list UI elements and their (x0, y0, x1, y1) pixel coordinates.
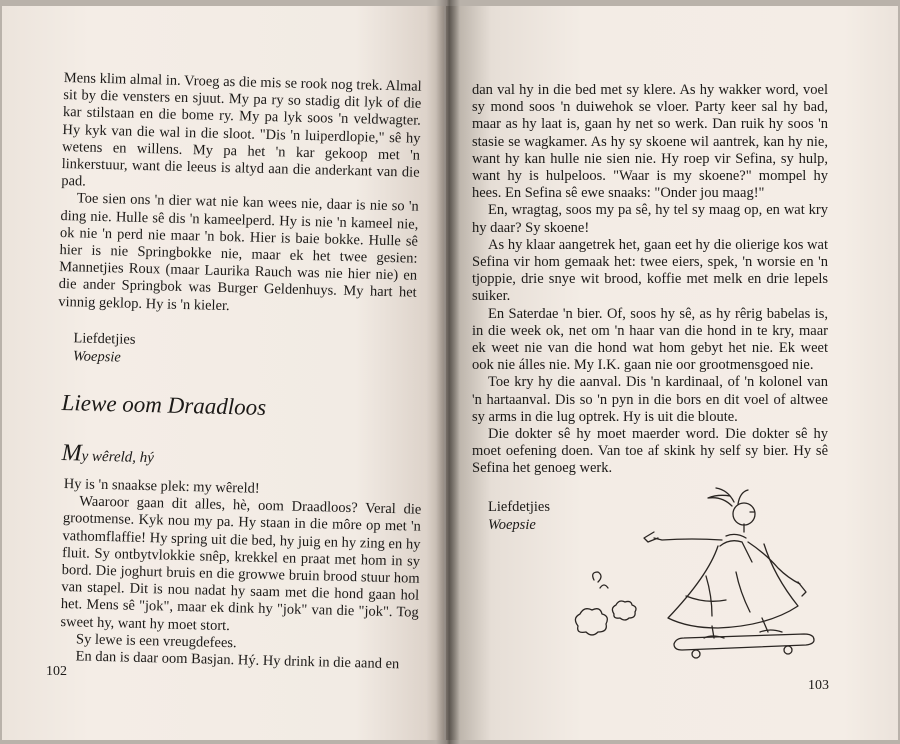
paragraph: dan val hy in die bed met sy klere. As hy wakker word, voel sy mond soos 'n duiwehok se vloer. Party keer sal hy bad, maar as hy laat is, gaan hy net so werk. Dan ruik hy soos 'n stasie se wagkamer. As hy sy skoene wil aantrek, kan hy nie, want hy kan hulle nie sien nie. Hy roep vir Sefina, sy hulp, want hy is hulpeloos. "Waar is my skoene?" mompel hy hees. En Sefina sê ewe snaaks: "Onder jou maag!" (472, 82, 828, 202)
paragraph: En, wragtag, soos my pa sê, hy tel sy maag op, en wat kry hy daar? Sy skoene! (472, 202, 828, 236)
subheading-rest: y wêreld, hý (81, 448, 155, 467)
paragraph: En Saterdae 'n bier. Of, soos hy sê, as hy rêrig babelas is, in die week ok, net om 'n haar van die hond in te kry, maar ek weet nie van die hond wat hom gebyt het nie. Ek weet ook nie álles nie. My I.K. gaan nie oor grootmensgoed nie. (472, 305, 828, 374)
paragraph: Die dokter sê hy moet maerder word. Die dokter sê hy moet oefening doen. Van toe af skink hy self sy bier. Hy sê Sefina het genoeg werk. (472, 426, 828, 477)
paragraph: En dan is daar oom Basjan. Hý. Hy drink in die aand en (75, 648, 400, 673)
page-number-left: 102 (46, 664, 67, 679)
left-body-text (57, 70, 422, 374)
paragraph: Waaroor gaan dit alles, hè, oom Draadloos? Veral die grootmense. Kyk nou my pa. Hy staan in die môre op met 'n vathomflaffie! Hy spring uit die bed, hy juig en hy zing en hy fluit. Sy ontbytvlokkie snêp, krekkel en praat met hom in sy bord. Die joghurt bruis en die growwe bruin brood stuur hom van stapel. Dit is nou nadat hy saam met die hond gaan hol het. Mens sê "jok", maar ek dink hy "jok" van die "jok". Tog sweet hy, want hy moet stort. (60, 493, 422, 634)
section-subheading (61, 440, 154, 469)
page-number-right: 103 (808, 678, 829, 693)
paragraph: Hy is 'n snaakse plek: my wêreld! (63, 476, 260, 497)
paragraph: Mens klim almal in. Vroeg as die mis se rook nog trek. Almal sit by die vensters en sjuut. My pa ry so stadig dit lyk of die kar stilstaan en die bome ry. My pa lyk soos 'n veldwagter. Hy kyk van die wal in die sloot. "Dis 'n luiperdlopie," sê hy wetens en willens. My pa het 'n kar gekoop met 'n linkerstuur, want die leeus is altyd aan die anderkant van die pad. (61, 70, 422, 190)
drop-initial: M (61, 440, 82, 467)
section-heading: Liewe oom Draadloos (61, 390, 267, 420)
right-page (446, 6, 898, 740)
paragraph: As hy klaar aangetrek het, gaan eet hy die olierige kos wat Sefina vir hom gemaak het: twee eiers, spek, 'n worsie en 'n tjoppie, drie snye wit brood, koffie met melk en drie lepels suiker. (472, 236, 828, 305)
paragraph: Toe sien ons 'n dier wat nie kan wees nie, daar is nie so 'n ding nie. Hulle sê dis 'n kameelperd. Hy is nie 'n kameel nie, ok nie 'n perd nie maar 'n bok. Hier is baie bokke. Hulle sê hier is nie Springbokke nie, maar ek het twee gesien: Mannetjies Roux (maar Laurika Rauch was nie hier nie) en die ander Springbok was Burger Geldenhuys. My hart het vinnig geklop. Hy is 'n kieler. (58, 190, 419, 314)
signature-greeting: Liefdetjies (488, 498, 551, 515)
right-body-text (472, 82, 828, 534)
paragraph: Toe kry hy die aanval. Dis 'n kardinaal, of 'n kolonel van 'n hartaanval. Dis so 'n pyn in die bors en dit voel of altwee sy arms in die lug optrek. Hy is uit die bloute. (472, 374, 828, 425)
paragraph: Sy lewe is een vreugdefees. (75, 631, 237, 652)
book-spine-gutter (436, 0, 460, 744)
signature-name-text: Woepsie (488, 516, 536, 533)
illustration-drawing (566, 476, 886, 676)
girl-on-skateboard-illustration (566, 476, 886, 676)
signature-name-text: Woepsie (72, 348, 121, 366)
left-page (2, 6, 444, 740)
signature-greeting: Liefdetjies (73, 330, 136, 348)
left-body-text-2 (59, 476, 422, 674)
